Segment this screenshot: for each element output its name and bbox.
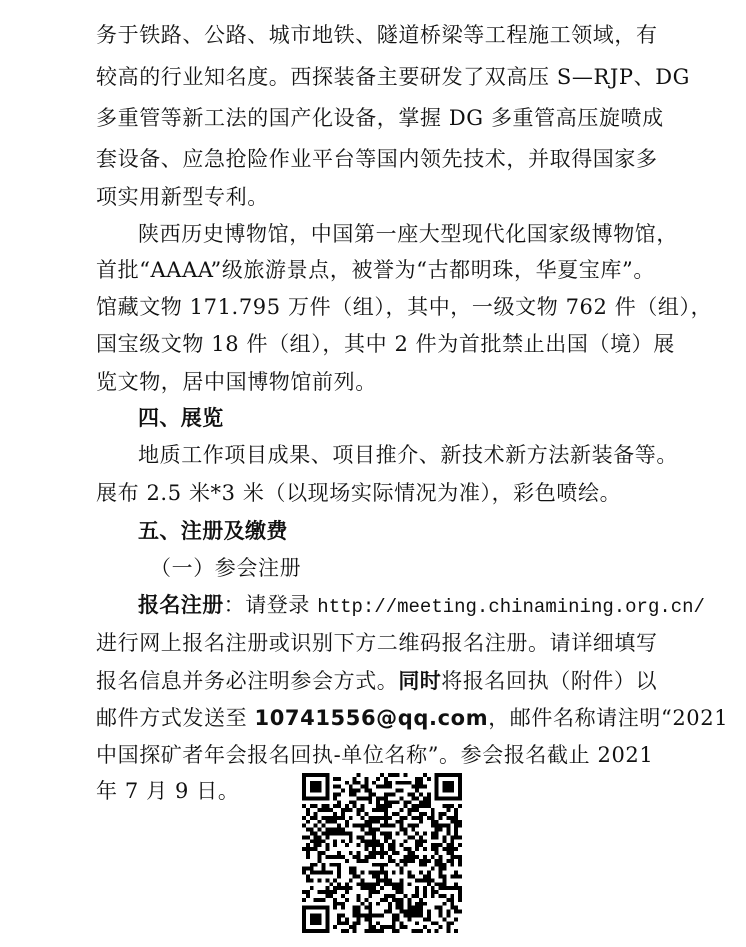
qr-code[interactable]	[302, 773, 462, 933]
qr-finder-pattern	[302, 773, 329, 800]
paragraph-2-line-2: 首批“AAAA”级旅游景点，被誉为“古都明珠，华夏宝库”。	[96, 258, 655, 282]
paragraph-2-line-4: 国宝级文物 18 件（组），其中 2 件为首批禁止出国（境）展	[96, 332, 675, 356]
registration-line-3-c: 将报名回执（附件）以	[441, 669, 658, 693]
paragraph-1-line-3: 多重管等新工法的国产化设备，掌握 DG 多重管高压旋喷成	[96, 106, 664, 130]
paragraph-1-line-4: 套设备、应急抢险作业平台等国内领先技术，并取得国家多	[96, 147, 658, 171]
registration-line-3	[96, 666, 656, 696]
paragraph-1-line-2: 较高的行业知名度。西探装备主要研发了双高压 S—RJP、DG	[96, 65, 691, 89]
paragraph-2-line-1: 陕西历史博物馆，中国第一座大型现代化国家级博物馆，	[138, 222, 678, 246]
section-5-subheading: （一）参会注册	[150, 556, 302, 580]
registration-login-text: ：请登录	[223, 593, 318, 617]
section-4-line-2: 展布 2.5 米*3 米（以现场实际情况为准），彩色喷绘。	[96, 481, 622, 505]
registration-line-4	[96, 703, 729, 733]
qr-code-graphic	[302, 773, 462, 933]
registration-url-link[interactable]: http://meeting.chinamining.org.cn/	[317, 596, 705, 618]
section-4-line-1: 地质工作项目成果、项目推介、新技术新方法新装备等。	[138, 443, 678, 467]
registration-line-5: 中国探矿者年会报名回执-单位名称”。参会报名截止 2021	[96, 743, 654, 767]
qr-finder-pattern	[302, 906, 329, 933]
registration-email[interactable]: 10741556@qq.com	[254, 706, 489, 730]
paragraph-1-line-5: 项实用新型专利。	[96, 185, 269, 209]
registration-line-1	[138, 590, 705, 620]
registration-line-3-bold: 同时	[398, 669, 442, 693]
registration-line-4-b: ，邮件名称请注明“2021	[488, 706, 729, 730]
registration-line-2: 进行网上报名注册或识别下方二维码报名注册。请详细填写	[96, 631, 658, 655]
qr-finder-pattern	[435, 773, 462, 800]
registration-line-6: 年 7 月 9 日。	[96, 779, 240, 803]
section-4-heading: 四、展览	[138, 406, 224, 430]
paragraph-2-line-5: 览文物，居中国博物馆前列。	[96, 370, 377, 394]
section-5-heading: 五、注册及缴费	[138, 519, 288, 543]
registration-label: 报名注册	[138, 593, 224, 617]
paragraph-1-line-1: 务于铁路、公路、城市地铁、隧道桥梁等工程施工领域，有	[96, 23, 658, 47]
paragraph-2-line-3: 馆藏文物 171.795 万件（组），其中，一级文物 762 件（组），	[96, 295, 713, 319]
registration-line-4-a: 邮件方式发送至	[96, 706, 255, 730]
registration-line-3-a: 报名信息并务必注明参会方式。	[96, 669, 399, 693]
